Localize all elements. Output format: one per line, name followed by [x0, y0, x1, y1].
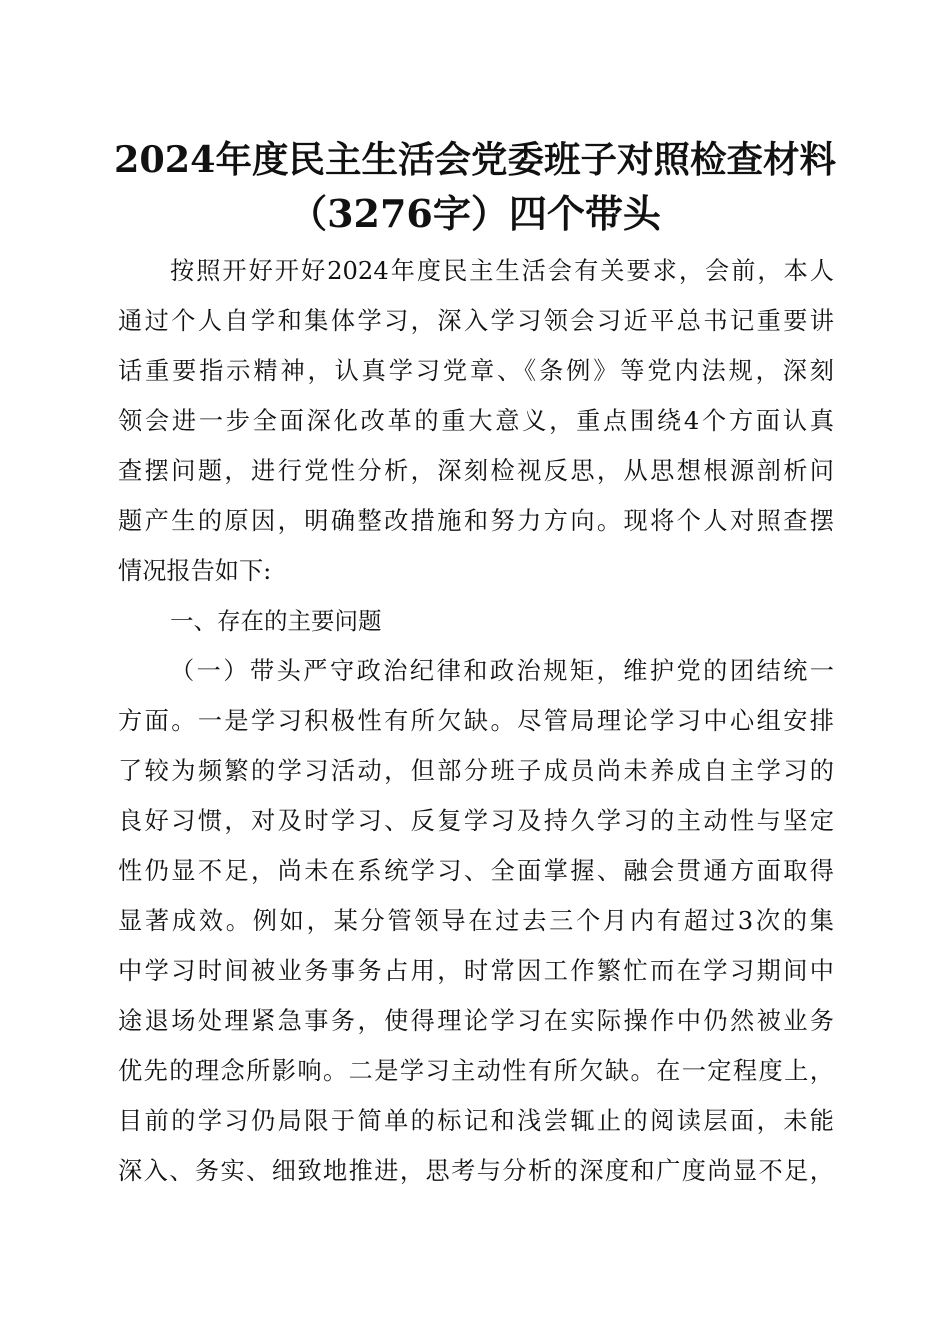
document-body [118, 246, 834, 1196]
paragraph-line: 话重要指示精神，认真学习党章、《条例》等党内法规，深刻 [118, 357, 834, 385]
paragraph-line: 题产生的原因，明确整改措施和努力方向。现将个人对照查摆 [118, 507, 834, 535]
paragraph-line: 查摆问题，进行党性分析，深刻检视反思，从思想根源剖析问 [118, 457, 834, 485]
section-heading: 一、存在的主要问题 [170, 607, 382, 635]
paragraph-line: 良好习惯，对及时学习、反复学习及持久学习的主动性与坚定 [118, 807, 834, 835]
paragraph-line: 情况报告如下: [118, 557, 272, 585]
paragraph-line: （一）带头严守政治纪律和政治规矩，维护党的团结统一 [170, 657, 834, 685]
document-title-line-2: （3276字）四个带头 [289, 191, 661, 236]
paragraph-line: 深入、务实、细致地推进，思考与分析的深度和广度尚显不足， [118, 1157, 834, 1185]
paragraph-line: 领会进一步全面深化改革的重大意义，重点围绕4个方面认真 [118, 407, 834, 435]
paragraph-line: 了较为频繁的学习活动，但部分班子成员尚未养成自主学习的 [118, 757, 834, 785]
paragraph-line: 方面。一是学习积极性有所欠缺。尽管局理论学习中心组安排 [118, 707, 834, 735]
paragraph-line: 优先的理念所影响。二是学习主动性有所欠缺。在一定程度上， [118, 1057, 834, 1085]
paragraph-line: 显著成效。例如，某分管领导在过去三个月内有超过3次的集 [118, 907, 834, 935]
paragraph-line: 目前的学习仍局限于简单的标记和浅尝辄止的阅读层面，未能 [118, 1107, 834, 1135]
paragraph-line: 按照开好开好2024年度民主生活会有关要求，会前，本人 [170, 257, 834, 285]
paragraph-line: 性仍显不足，尚未在系统学习、全面掌握、融会贯通方面取得 [118, 857, 834, 885]
paragraph-line: 通过个人自学和集体学习，深入学习领会习近平总书记重要讲 [118, 307, 834, 335]
document-title-line-1: 2024年度民主生活会党委班子对照检查材料 [113, 138, 837, 181]
paragraph-line: 中学习时间被业务事务占用，时常因工作繁忙而在学习期间中 [118, 957, 834, 985]
paragraph-line: 途退场处理紧急事务，使得理论学习在实际操作中仍然被业务 [118, 1007, 834, 1035]
